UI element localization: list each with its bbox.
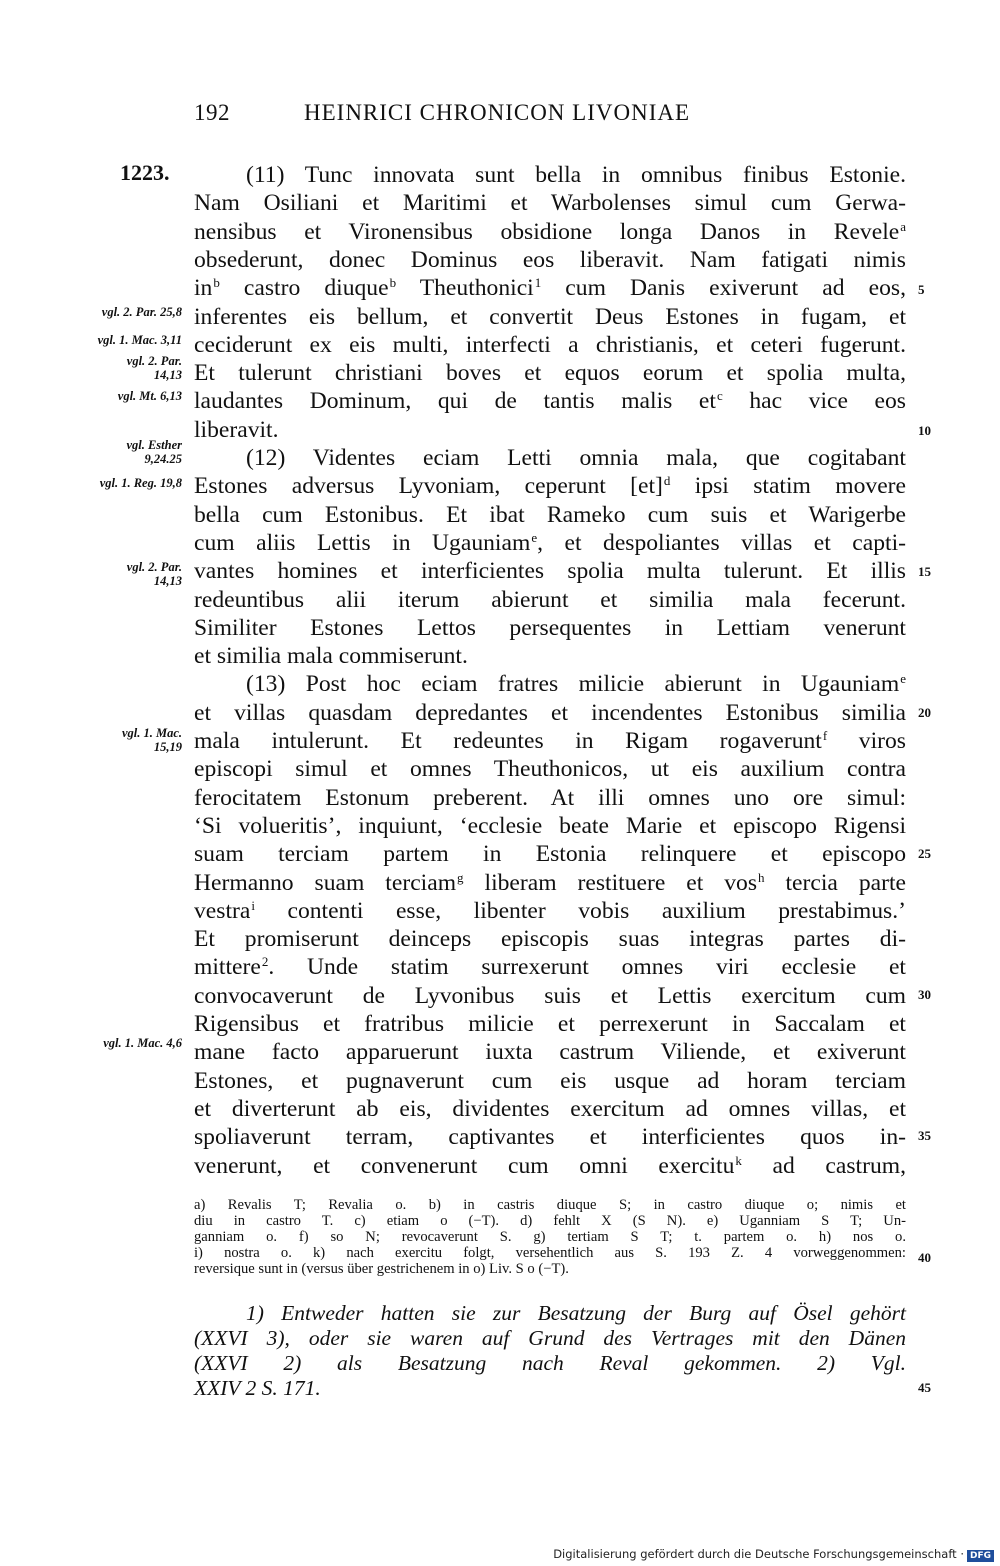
margin-reference-line: 15,19 bbox=[153, 740, 182, 754]
text-segment: spoliaverunt terram, captivantes et interficientes quos in- bbox=[194, 1124, 906, 1151]
apparatus-line: i) nostra o. k) nach exercitu folgt, versehentlich aus S. 193 Z. 4 vorweggenommen: bbox=[194, 1245, 906, 1261]
footnote-marker: a bbox=[900, 218, 906, 234]
text-segment: ad castrum, bbox=[741, 1152, 907, 1179]
text-line bbox=[194, 160, 906, 190]
text-segment: Theuthonici bbox=[396, 275, 534, 302]
text-line bbox=[194, 188, 906, 218]
margin-reference bbox=[126, 438, 182, 466]
text-segment: . Unde statim surrexerunt omnes viri ecclesie et bbox=[268, 954, 906, 981]
page-number: 192 bbox=[194, 100, 230, 125]
margin-reference bbox=[118, 389, 182, 403]
margin-reference bbox=[127, 560, 182, 588]
footnote-marker: i bbox=[251, 897, 255, 913]
text-segment: laudantes Dominum, qui de tantis malis et bbox=[194, 388, 716, 415]
text-line bbox=[194, 613, 906, 643]
note-line: XXIV 2 S. 171. bbox=[194, 1376, 321, 1400]
note-line: (XXVI 2) als Besatzung nach Reval gekommen. 2) Vgl. bbox=[194, 1351, 906, 1375]
margin-reference bbox=[103, 1036, 182, 1050]
footnote-marker: 2 bbox=[261, 954, 269, 970]
text-line bbox=[194, 1009, 906, 1039]
text-line bbox=[194, 217, 906, 247]
text-segment: (12) Videntes eciam Letti omnia mala, que cogitabant bbox=[246, 445, 906, 471]
text-line bbox=[194, 1094, 906, 1124]
text-line bbox=[194, 358, 906, 388]
note-line: (XXVI 3), oder sie waren auf Grund des Vertrages mit den Dänen bbox=[194, 1326, 906, 1350]
digitization-credit bbox=[553, 1547, 994, 1562]
text-segment: (13) Post hoc eciam fratres milicie abierunt in Ugauniam bbox=[246, 671, 900, 698]
text-segment: ferocitatem Estonum preberent. At illi omnes uno ore simul: bbox=[194, 784, 906, 811]
margin-reference-line: vgl. 1. Mac. 3,11 bbox=[97, 333, 182, 347]
line-number: 30 bbox=[918, 987, 931, 1002]
text-segment: castro diuque bbox=[219, 275, 389, 302]
text-segment: venerunt, et convenerunt cum omni exercitu bbox=[194, 1152, 735, 1179]
line-number: 5 bbox=[918, 282, 925, 297]
text-line bbox=[194, 528, 906, 558]
footnote-marker: d bbox=[663, 473, 671, 489]
footnote-marker: e bbox=[531, 529, 538, 545]
footnote-marker: g bbox=[457, 869, 464, 885]
text-segment: convocaverunt de Lyvonibus suis et Lettis exercitum cum bbox=[194, 982, 906, 1009]
text-segment: vantes homines et interficientes spolia multa tulerunt. Et illis bbox=[194, 558, 906, 585]
text-line bbox=[194, 1122, 906, 1152]
apparatus-line: reversique sunt in (versus über gestrichenem in o) Liv. S o (−T). bbox=[194, 1261, 569, 1277]
line-number: 10 bbox=[918, 423, 931, 438]
footnote-marker: e bbox=[900, 671, 906, 687]
text-line bbox=[194, 471, 906, 501]
text-segment: , et despoliantes villas et capti- bbox=[537, 529, 906, 556]
footnote-marker: c bbox=[716, 388, 723, 404]
text-line bbox=[194, 415, 906, 445]
text-segment: bella cum Estonibus. Et ibat Rameko cum suis et Warigerbe bbox=[194, 501, 906, 528]
margin-reference-line: 14,13 bbox=[153, 574, 182, 588]
text-line bbox=[194, 839, 906, 869]
text-segment: Rigensibus et fratribus milicie et perrexerunt in Saccalam et bbox=[194, 1011, 906, 1037]
text-line bbox=[194, 924, 906, 954]
text-line bbox=[194, 273, 906, 303]
footnote-marker: 1 bbox=[534, 275, 542, 291]
text-line bbox=[194, 556, 906, 586]
text-segment: mala intulerunt. Et redeuntes in Rigam rogaverunt bbox=[194, 728, 822, 754]
text-line bbox=[194, 981, 906, 1011]
margin-reference-line: 14,13 bbox=[153, 368, 182, 382]
text-segment: liberavit. bbox=[194, 416, 279, 443]
text-line bbox=[194, 386, 906, 416]
text-segment: mane facto apparuerunt iuxta castrum Viliende, et exiverunt bbox=[194, 1039, 906, 1066]
margin-reference bbox=[102, 305, 182, 319]
text-segment: et diverterunt ab eis, dividentes exercitum ad omnes villas, et bbox=[194, 1095, 906, 1122]
text-segment: viros bbox=[827, 728, 906, 754]
text-segment: inferentes eis bellum, et convertit Deus Estones in fugam, et bbox=[194, 303, 906, 330]
footnote-marker: b bbox=[389, 275, 397, 291]
margin-reference-line: vgl. 1. Reg. 19,8 bbox=[99, 476, 182, 490]
text-line bbox=[194, 641, 906, 671]
line-number: 40 bbox=[918, 1250, 931, 1265]
margin-reference-line: vgl. 2. Par. bbox=[126, 560, 182, 574]
margin-reference-line: vgl. 2. Par. bbox=[126, 354, 182, 368]
apparatus-line: ganniam o. f) so N; revocaverunt S. g) tertiam S T; t. partem o. h) nos o. bbox=[194, 1229, 906, 1245]
text-segment: Nam Osiliani et Maritimi et Warbolenses simul cum Gerwa- bbox=[194, 190, 906, 217]
text-segment: nensibus et Vironensibus obsidione longa Danos in Revele bbox=[194, 218, 900, 245]
text-line bbox=[194, 811, 906, 841]
footnote-marker: k bbox=[735, 1152, 742, 1168]
text-line bbox=[194, 896, 906, 926]
text-line bbox=[194, 585, 906, 615]
text-segment: et similia mala commiserunt. bbox=[194, 643, 468, 670]
text-line bbox=[194, 669, 906, 699]
text-segment: contenti esse, libenter vobis auxilium prestabimus.’ bbox=[254, 897, 906, 924]
text-segment: ceciderunt ex eis multi, interfecti a christianis, et ceteri fugerunt. bbox=[194, 331, 906, 358]
text-segment: hac vice eos bbox=[722, 388, 906, 415]
text-segment: cum Danis exiverunt ad eos, bbox=[541, 275, 906, 302]
margin-reference bbox=[98, 333, 182, 347]
text-line bbox=[194, 726, 906, 756]
text-line bbox=[194, 1151, 906, 1181]
margin-reference-line: vgl. Esther bbox=[126, 438, 182, 452]
footnote-marker: b bbox=[213, 275, 220, 291]
text-segment: redeuntibus alii iterum abierunt et similia mala fecerunt. bbox=[194, 586, 906, 613]
text-line bbox=[194, 500, 906, 530]
line-number: 45 bbox=[918, 1380, 931, 1395]
text-line bbox=[194, 245, 906, 275]
text-segment: tercia parte bbox=[764, 869, 906, 896]
margin-reference-line: vgl. 1. Mac. bbox=[121, 726, 182, 740]
margin-reference-line: 9,24.25 bbox=[144, 452, 182, 466]
text-segment: Et promiserunt deinceps episcopis suas integras partes di- bbox=[194, 926, 906, 953]
margin-reference bbox=[100, 476, 182, 490]
text-line bbox=[194, 783, 906, 813]
text-segment: episcopi simul et omnes Theuthonicos, ut eis auxilium contra bbox=[194, 756, 906, 783]
running-header bbox=[194, 100, 690, 126]
text-line bbox=[194, 698, 906, 728]
text-segment: Similiter Estones Lettos persequentes in Lettiam venerunt bbox=[194, 614, 906, 641]
line-number: 35 bbox=[918, 1128, 931, 1143]
text-segment: et villas quasdam depredantes et incendentes Estonibus similia bbox=[194, 699, 906, 726]
margin-reference bbox=[122, 726, 182, 754]
margin-reference-line: vgl. 1. Mac. 4,6 bbox=[103, 1036, 182, 1050]
text-segment: Hermanno suam terciam bbox=[194, 869, 457, 896]
text-line bbox=[194, 1066, 906, 1096]
text-segment: suam terciam partem in Estonia relinquere et episcopo bbox=[194, 841, 906, 868]
year-marker: 1223. bbox=[120, 160, 170, 185]
text-line bbox=[194, 952, 906, 982]
text-line bbox=[194, 868, 906, 898]
text-segment: liberam restituere et vos bbox=[463, 869, 758, 896]
text-segment: (11) Tunc innovata sunt bella in omnibus finibus Estonie. bbox=[246, 162, 906, 188]
apparatus-line: diu in castro T. c) etiam o (−T). d) fehlt X (S N). e) Uganniam S T; Un- bbox=[194, 1213, 906, 1229]
text-segment: ‘Si volueritis’, inquiunt, ‘ecclesie beate Marie et episcopo Rigensi bbox=[194, 812, 906, 839]
credit-text: Digitalisierung gefördert durch die Deutsche Forschungsgemeinschaft · bbox=[553, 1547, 964, 1561]
text-line bbox=[194, 443, 906, 473]
text-segment: obsederunt, donec Dominus eos liberavit. Nam fatigati nimis bbox=[194, 246, 906, 273]
margin-reference bbox=[127, 354, 182, 382]
text-segment: Et tulerunt christiani boves et equos eorum et spolia multa, bbox=[194, 360, 906, 387]
apparatus-line: a) Revalis T; Revalia o. b) in castris diuque S; in castro diuque o; nimis et bbox=[194, 1197, 906, 1213]
page-title: HEINRICI CHRONICON LIVONIAE bbox=[304, 100, 691, 125]
text-line bbox=[194, 330, 906, 360]
line-number: 15 bbox=[918, 564, 931, 579]
line-number: 25 bbox=[918, 846, 931, 861]
dfg-logo: DFG bbox=[967, 1550, 994, 1562]
text-segment: Estones adversus Lyvoniam, ceperunt [et] bbox=[194, 473, 663, 500]
text-segment: in bbox=[194, 275, 213, 302]
line-number: 20 bbox=[918, 705, 931, 720]
footnote-marker: f bbox=[822, 728, 828, 743]
text-segment: Estones, et pugnaverunt cum eis usque ad horam terciam bbox=[194, 1067, 906, 1094]
margin-reference-line: vgl. Mt. 6,13 bbox=[117, 389, 182, 403]
text-segment: cum aliis Lettis in Ugauniam bbox=[194, 529, 531, 556]
text-segment: mittere bbox=[194, 954, 261, 981]
text-segment: vestra bbox=[194, 897, 251, 924]
text-line bbox=[194, 1037, 906, 1067]
footnote-marker: h bbox=[758, 869, 765, 885]
text-segment: ipsi statim movere bbox=[670, 473, 906, 500]
text-line bbox=[194, 302, 906, 332]
text-line bbox=[194, 754, 906, 784]
margin-reference-line: vgl. 2. Par. 25,8 bbox=[101, 305, 182, 319]
note-line: 1) Entweder hatten sie zur Besatzung der Burg auf Ösel gehört bbox=[246, 1301, 906, 1325]
